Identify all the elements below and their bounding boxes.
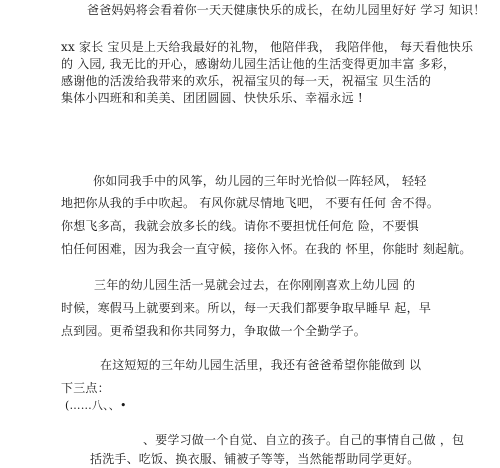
text-line-10: 三年的幼儿园生活一晃就会过去，在你刚刚喜欢上幼儿园 的 [94,278,416,292]
text-line-4: 感谢他的活泼给我带来的欢乐，祝福宝贝的每一天，祝福宝 贝生活的 [61,74,432,88]
text-line-2: xx 家长 宝贝是上天给我最好的礼物， 他陪伴我， 我陪伴他， 每天看他快乐 [61,40,474,54]
text-line-1: 爸爸妈妈将会看着你一天天健康快乐的成长，在幼儿园里好好 学习 知识！ [87,3,486,17]
text-line-11: 时候，寒假马上就要到来。所以，每一天我们都要争取早睡早 起，早 [61,301,432,315]
text-line-7: 地把你从我的手中吹起。 有风你就尽情地飞吧， 不要有任何 舍不得。 [61,196,440,210]
text-line-5: 集体小四班和和美美、团团圆圆、快快乐乐、幸福永远 ! [61,91,363,105]
text-line-14: 下三点： [61,381,110,395]
text-line-9: 怕任何困难，因为我会一直守候，接你入怀。在我的 怀里，你能时 刻起航。 [61,242,472,256]
text-line-12: 点到园。更希望我和你共同努力，争取做一个全勤学子。 [61,324,367,338]
text-line-3: 的 入园, 我无比的开心，感谢幼儿园生活让他的生活变得更加丰富 多彩， [61,57,456,71]
text-line-13: 在这短短的三年幼儿园生活里，我还有爸爸希望你能做到 以 [100,358,422,372]
list-marker-line: (……八、、• [65,399,127,412]
text-line-15: 、要学习做一个自觉、自立的孩子。自己的事情自己做 ，包 [143,433,465,447]
text-line-16: 括洗手、吃饭、换衣服、铺被子等等，当然能帮助同学更好。 [90,452,420,466]
text-line-6: 你如同我手中的风筝，幼儿园的三年时光恰似一阵轻风， 轻轻 [93,174,427,188]
text-line-8: 你想飞多高，我就会放多长的线。请你不要担忧任何危 险，不要惧 [61,219,419,233]
